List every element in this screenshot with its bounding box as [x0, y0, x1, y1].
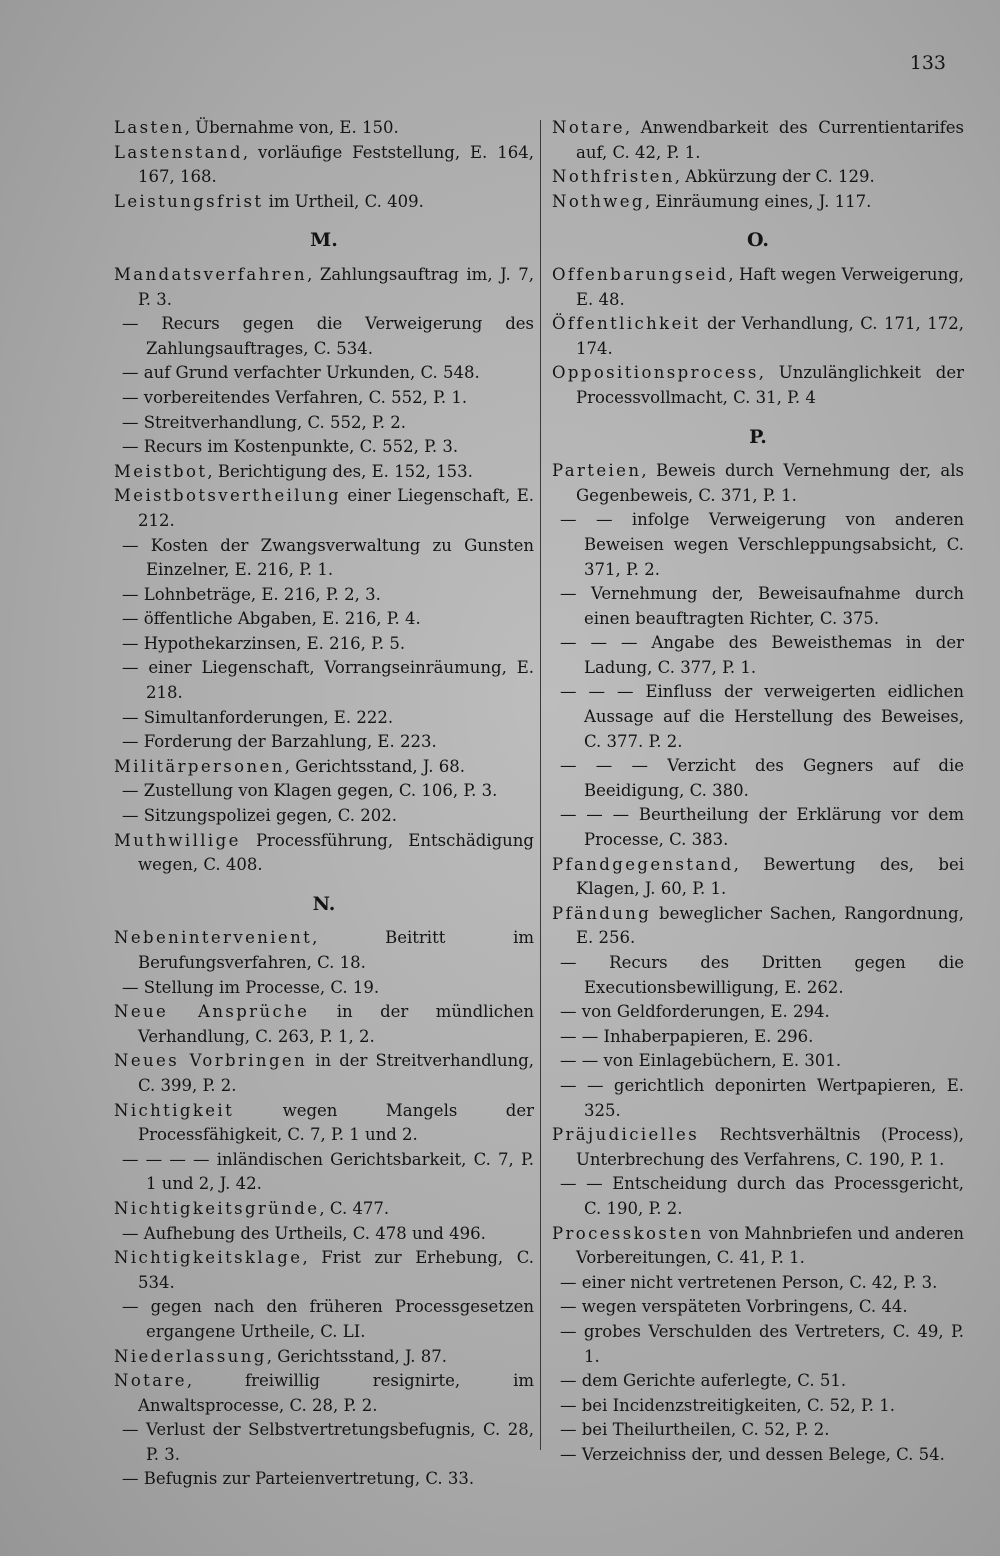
index-entry: [552, 190, 964, 215]
column-divider: [540, 120, 541, 1450]
index-reference: von Mahnbriefen und anderen Vorbereitungen, C. 41, P. 1.: [576, 1223, 964, 1268]
index-entry: [114, 829, 534, 878]
index-reference: der Verhandlung, C. 171, 172, 174.: [576, 314, 964, 358]
index-headword: Offenbarungseid: [552, 264, 729, 284]
index-subentry: — Lohnbeträge, E. 216, P. 2, 3.: [122, 584, 381, 604]
index-reference: beweglicher Sachen, Rangordnung, E. 256.: [576, 903, 964, 948]
index-reference: , Abkürzung der C. 129.: [674, 167, 875, 187]
index-headword: Parteien: [552, 461, 642, 481]
index-subentry: — Simultanforderungen, E. 222.: [122, 707, 394, 727]
index-headword: Meistbotsvertheilung: [114, 486, 341, 506]
section-letter-n: N.: [312, 892, 336, 915]
section-letter-m: M.: [310, 229, 338, 252]
index-reference: , Berichtigung des, E. 152, 153.: [207, 461, 473, 481]
index-subentry: — Stellung im Processe, C. 19.: [122, 977, 380, 997]
index-entry: [552, 312, 964, 361]
index-entry: [552, 459, 964, 508]
index-subentry: — — Inhaberpapieren, E. 296.: [560, 1026, 814, 1046]
index-headword: Notare: [114, 1371, 187, 1391]
index-subentry: — — gerichtlich deponirten Wertpapieren, E. 325.: [560, 1075, 964, 1120]
index-reference: einer Liegenschaft, E. 212.: [138, 486, 534, 530]
index-reference: in der Streitverhandlung, C. 399, P. 2.: [138, 1051, 534, 1095]
index-entry: [552, 263, 964, 312]
index-reference: , Gerichtsstand, J. 87.: [266, 1346, 448, 1366]
index-headword: Notare: [552, 118, 625, 137]
index-subentry: — bei Incidenzstreitigkeiten, C. 52, P. 1.: [560, 1395, 895, 1415]
index-reference: , Haft wegen Verweigerung, E. 48.: [576, 264, 964, 309]
index-headword: Leistungsfrist: [114, 191, 264, 211]
index-subentry: — Verlust der Selbstvertretungsbefugnis, C. 28, P. 3.: [122, 1420, 534, 1464]
index-subentry: — — — Verzicht des Gegners auf die Beeidigung, C. 380.: [560, 756, 964, 800]
index-entry: [114, 484, 534, 533]
index-subentry: — — — Einfluss der verweigerten eidlichen Aussage auf die Herstellung des Beweises, C. 377. P. 2.: [560, 682, 964, 751]
index-entry: [114, 1099, 534, 1148]
index-subentry: — Sitzungspolizei gegen, C. 202.: [122, 806, 397, 826]
index-headword: Oppositionsprocess: [552, 363, 759, 383]
index-subentry: — Recurs gegen die Verweigerung des Zahlungsauftrages, C. 534.: [122, 314, 534, 358]
index-subentry: — Forderung der Barzahlung, E. 223.: [122, 732, 437, 752]
index-headword: Processkosten: [552, 1223, 704, 1243]
index-headword: Lastenstand: [114, 142, 243, 162]
index-headword: Neue Ansprüche: [114, 1002, 310, 1022]
index-reference: , Einräumung eines, J. 117.: [644, 191, 872, 211]
index-headword: Neues Vorbringen: [114, 1051, 308, 1071]
index-entry: [114, 1000, 534, 1049]
index-subentry: — Vernehmung der, Beweisaufnahme durch einen beauftragten Richter, C. 375.: [560, 584, 964, 628]
index-headword: Mandatsverfahren: [114, 264, 308, 284]
index-reference: im Urtheil, C. 409.: [263, 191, 424, 211]
index-entry: [114, 1369, 534, 1418]
index-entry: [114, 116, 534, 141]
index-reference: , Übernahme von, E. 150.: [184, 118, 399, 137]
index-subentry: — — — — inländischen Gerichtsbarkeit, C. 7, P. 1 und 2, J. 42.: [122, 1149, 534, 1194]
index-subentry: — auf Grund verfachter Urkunden, C. 548.: [122, 363, 480, 383]
index-subentry: — — Entscheidung durch das Processgericht, C. 190, P. 2.: [560, 1174, 964, 1218]
index-entry: [114, 263, 534, 312]
index-subentry: — — infolge Verweigerung von anderen Beweisen wegen Verschleppungsabsicht, C. 371, P. 2.: [560, 510, 964, 579]
index-headword: Nothfristen: [552, 167, 675, 187]
index-headword: Meistbot: [114, 461, 208, 481]
index-subentry: — einer Liegenschaft, Vorrangseinräumung, E. 218.: [122, 658, 534, 703]
index-headword: Nebenintervenient: [114, 928, 313, 948]
index-entry: [552, 1123, 964, 1172]
index-subentry: — wegen verspäteten Vorbringens, C. 44.: [560, 1297, 908, 1317]
index-subentry: — einer nicht vertretenen Person, C. 42, P. 3.: [560, 1272, 938, 1292]
index-subentry: — — von Einlagebüchern, E. 301.: [560, 1051, 842, 1071]
index-reference: , Beweis durch Vernehmung der, als Gegenbeweis, C. 371, P. 1.: [576, 461, 964, 505]
index-reference: Processführung, Entschädigung wegen, C. 408.: [138, 830, 534, 875]
index-reference: , Zahlungsauftrag im, J. 7, P. 3.: [138, 264, 534, 309]
index-reference: , vorläufige Feststellung, E. 164, 167, 168.: [138, 142, 534, 187]
index-subentry: — Verzeichniss der, und dessen Belege, C. 54.: [560, 1444, 945, 1464]
index-subentry: — bei Theilurtheilen, C. 52, P. 2.: [560, 1420, 830, 1440]
index-reference: , Beitritt im Berufungsverfahren, C. 18.: [138, 928, 534, 972]
index-entry: [114, 755, 534, 780]
index-reference: , Bewertung des, bei Klagen, J. 60, P. 1.: [576, 854, 964, 899]
index-headword: Öffentlichkeit: [552, 314, 701, 334]
index-entry: [114, 926, 534, 975]
index-subentry: — von Geldforderungen, E. 294.: [560, 1002, 830, 1022]
index-headword: Lasten: [114, 118, 185, 137]
index-entry: [552, 1222, 964, 1271]
index-subentry: — gegen nach den früheren Processgesetzen ergangene Urtheile, C. LI.: [122, 1297, 534, 1341]
index-entry: [114, 1049, 534, 1098]
index-reference: , C. 477.: [319, 1198, 390, 1218]
index-headword: Nichtigkeitsgründe: [114, 1198, 320, 1218]
index-reference: wegen Mangels der Processfähigkeit, C. 7, P. 1 und 2.: [138, 1100, 534, 1145]
index-headword: Pfandgegenstand: [552, 854, 734, 874]
section-letter-o: O.: [746, 229, 770, 252]
index-headword: Militärpersonen: [114, 756, 285, 776]
index-headword: Pfändung: [552, 903, 652, 923]
index-reference: , Frist zur Erhebung, C. 534.: [138, 1248, 534, 1292]
index-entry: [114, 1246, 534, 1295]
index-entry: [114, 460, 534, 485]
index-subentry: — vorbereitendes Verfahren, C. 552, P. 1.: [122, 387, 468, 407]
index-reference: Rechtsverhältnis (Process), Unterbrechung des Verfahrens, C. 190, P. 1.: [576, 1125, 964, 1169]
index-subentry: — grobes Verschulden des Vertreters, C. 49, P. 1.: [560, 1321, 964, 1366]
index-headword: Niederlassung: [114, 1346, 267, 1366]
left-column: [114, 116, 534, 1492]
index-reference: , freiwillig resignirte, im Anwaltsprocesse, C. 28, P. 2.: [138, 1371, 534, 1415]
page-number: 133: [909, 52, 946, 74]
index-reference: , Anwendbarkeit des Currentientarifes auf, C. 42, P. 1.: [576, 118, 964, 162]
index-reference: in der mündlichen Verhandlung, C. 263, P. 1, 2.: [138, 1002, 534, 1046]
index-subentry: — Recurs des Dritten gegen die Executionsbewilligung, E. 262.: [560, 953, 964, 997]
index-subentry: — Recurs im Kostenpunkte, C. 552, P. 3.: [122, 437, 459, 457]
index-entry: [552, 902, 964, 951]
index-entry: [552, 116, 964, 165]
index-entry: [114, 190, 534, 215]
index-entry: [552, 361, 964, 410]
right-column: [552, 116, 964, 1467]
index-entry: [552, 165, 964, 190]
index-headword: Nichtigkeit: [114, 1100, 235, 1120]
index-subentry: — Streitverhandlung, C. 552, P. 2.: [122, 412, 406, 432]
index-subentry: — Befugnis zur Parteienvertretung, C. 33.: [122, 1469, 475, 1489]
index-entry: [114, 1345, 534, 1370]
section-letter-p: P.: [749, 425, 767, 448]
index-subentry: — Kosten der Zwangsverwaltung zu Gunsten Einzelner, E. 216, P. 1.: [122, 535, 534, 580]
index-entry: [552, 853, 964, 902]
index-subentry: — Hypothekarzinsen, E. 216, P. 5.: [122, 633, 406, 653]
index-headword: Muthwillige: [114, 830, 241, 850]
index-subentry: — Zustellung von Klagen gegen, C. 106, P. 3.: [122, 781, 498, 801]
index-headword: Präjudicielles: [552, 1125, 700, 1145]
index-subentry: — — — Angabe des Beweisthemas in der Ladung, C. 377, P. 1.: [560, 633, 964, 677]
index-subentry: — öffentliche Abgaben, E. 216, P. 4.: [122, 609, 421, 629]
index-entry: [114, 1197, 534, 1222]
index-reference: , Unzulänglichkeit der Processvollmacht, C. 31, P. 4: [576, 363, 964, 407]
index-subentry: — Aufhebung des Urtheils, C. 478 und 496.: [122, 1223, 486, 1243]
index-subentry: — — — Beurtheilung der Erklärung vor dem Processe, C. 383.: [560, 805, 964, 850]
index-subentry: — dem Gerichte auferlegte, C. 51.: [560, 1371, 847, 1391]
index-headword: Nichtigkeitsklage: [114, 1248, 303, 1268]
index-headword: Nothweg: [552, 191, 645, 211]
index-entry: [114, 141, 534, 190]
index-reference: , Gerichtsstand, J. 68.: [284, 756, 465, 776]
